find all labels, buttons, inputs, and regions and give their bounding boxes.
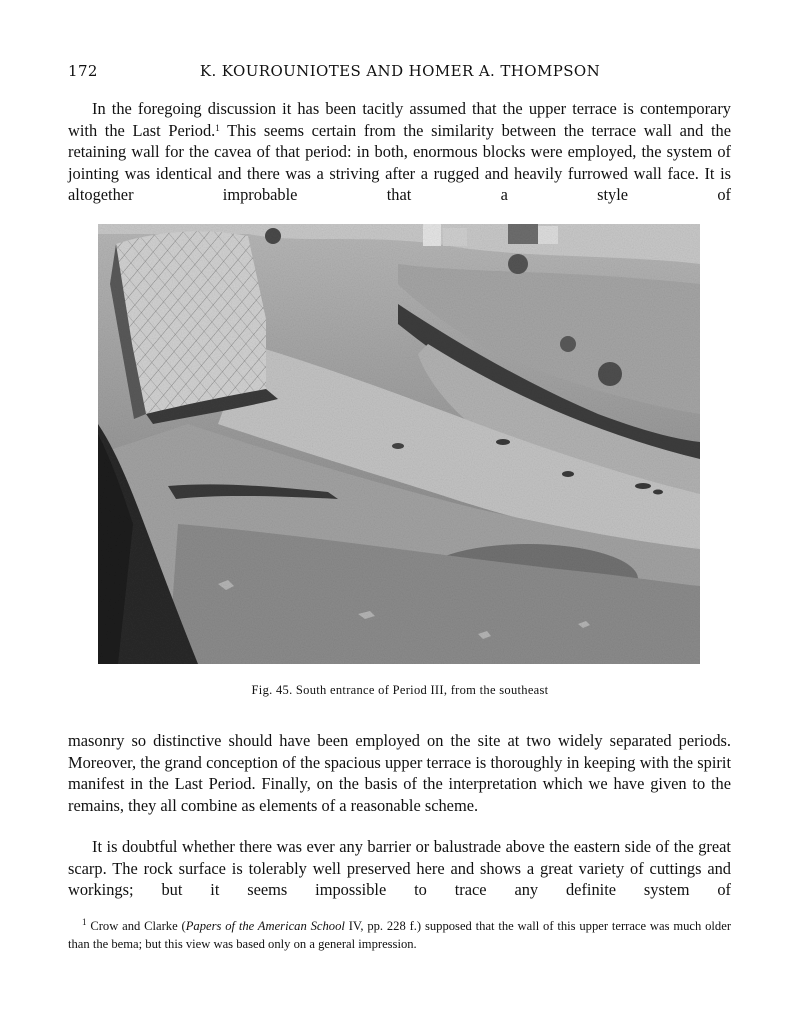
footnote-text-b: IV, pp. 228 f.) supposed that the wall of this upper terrace was much older than the bema; but this view was based only on a general impression. xyxy=(68,919,732,951)
paragraph-1 xyxy=(68,98,731,206)
figure-caption: Fig. 45. South entrance of Period III, from the southeast xyxy=(251,683,549,697)
photograph-illustration xyxy=(98,224,700,664)
footnote xyxy=(68,918,731,953)
footnote-journal-title: Papers of the American School xyxy=(185,919,345,933)
running-title: K. KOUROUNIOTES AND HOMER A. THOMPSON xyxy=(199,62,601,80)
paragraph-3: It is doubtful whether there was ever any barrier or balustrade above the eastern side of the great scarp. The rock surface is tolerably well preserved here and shows a great variety of cuttings and workings; but it seems impossible to trace any definite system of xyxy=(68,837,731,899)
page-number: 172 xyxy=(68,62,98,80)
paragraph-1-text-a: In the foregoing discussion it has been tacitly assumed that the upper terrace is contemporary with the Last Period. xyxy=(68,99,731,140)
paragraph-2: masonry so distinctive should have been employed on the site at two widely separated periods. Moreover, the grand conception of the spacious upper terrace is thoroughly in keeping with the spirit manifest in the Last Period. Finally, on the basis of the interpretation which we have given to the remains, they all combine as elements of a reasonable scheme. xyxy=(68,731,731,815)
paragraph-1-text-b: This seems certain from the similarity between the terrace wall and the retaining wall for the cavea of that period: in both, enormous blocks were employed, the system of jointing was identical and there was a striving after a rugged and heavily furrowed wall face. It is altogether improbable that a style of xyxy=(68,120,731,204)
footnote-marker: 1 xyxy=(82,917,87,927)
figure-photograph xyxy=(98,224,700,664)
footnote-text-a: Crow and Clarke ( xyxy=(86,919,186,933)
running-head xyxy=(68,62,732,84)
footnote-reference: 1 xyxy=(215,122,220,133)
